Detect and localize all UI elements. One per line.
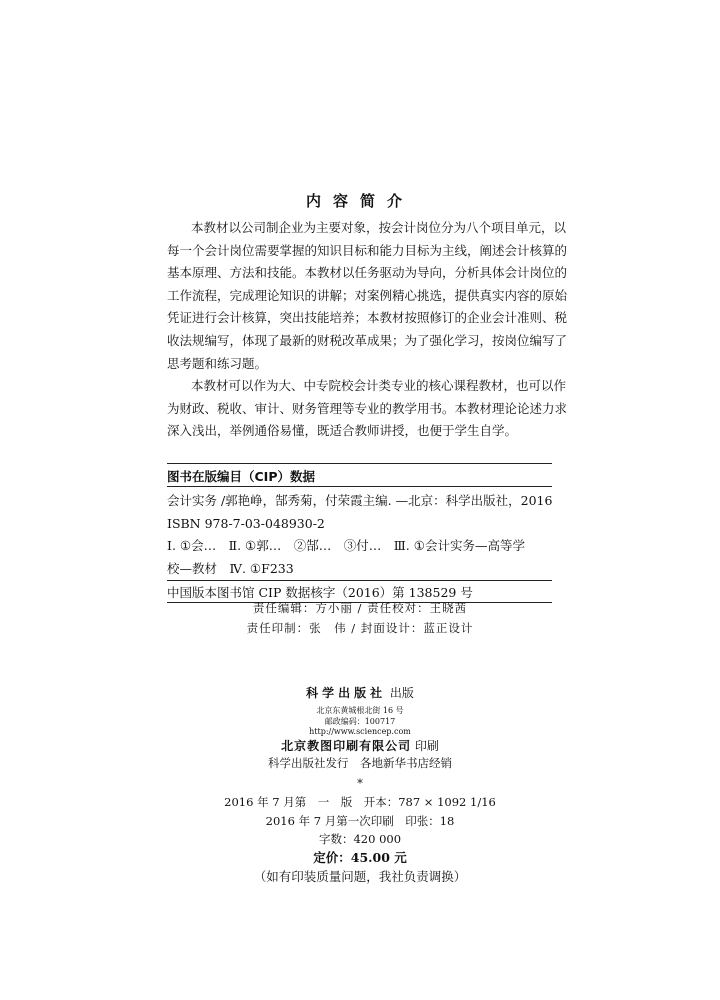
cip-line: 会计实务 /郭艳峥，郜秀菊，付荣霞主编. —北京：科学出版社，2016: [167, 493, 553, 508]
printer-name: 北京教图印刷有限公司: [281, 739, 412, 753]
edition-line: 2016 年 7 月第 一 版 开本：787 × 1092 1/16: [224, 795, 496, 809]
publisher-suffix: 出版: [389, 686, 414, 700]
printer-suffix: 印刷: [414, 739, 439, 753]
intro-line: 凭证进行会计核算，突出技能培养；本教材按照修订的企业会计准则、税: [167, 310, 568, 326]
printer-line: [0, 737, 720, 754]
cip-record: 中国版本图书馆 CIP 数据核字（2016）第 138529 号: [167, 585, 473, 600]
publisher-address: 北京东黄城根北街 16 号: [316, 706, 404, 715]
cip-block: [167, 490, 557, 580]
intro-line: 思考题和练习题。: [167, 355, 268, 371]
intro-paragraph-2: [167, 375, 568, 443]
publisher-url: http://www.sciencep.com: [309, 727, 411, 736]
wordcount-line: 字数：420 000: [318, 832, 402, 846]
intro-paragraph-1: [167, 217, 568, 375]
intro-line: 深入浅出，举例通俗易懂，既适合教师讲授，也便于学生自学。: [167, 423, 518, 439]
intro-line: 工作流程，完成理论知识的讲解；对案例精心挑选，提供真实内容的原始: [167, 287, 568, 303]
cip-line: Ⅰ. ①会… Ⅱ. ①郭… ②郜… ③付… Ⅲ. ①会计实务—高等学: [167, 538, 525, 554]
separator-asterisk: *: [357, 776, 363, 790]
divider-top: [167, 463, 552, 464]
credits-production: 责任印制：张 伟 / 封面设计：蓝正设计: [246, 621, 474, 635]
distribution-line: 科学出版社发行 各地新华书店经销: [268, 756, 452, 770]
intro-line: 本教材可以作为大、中专院校会计类专业的核心课程教材，也可以作: [191, 378, 567, 393]
cip-line: 校—教材 Ⅳ. ①F233: [167, 560, 294, 576]
intro-line: 为财政、税收、审计、财务管理等专业的教学用书。本教材理论论述力求: [167, 400, 568, 416]
quality-notice: （如有印装质量问题，我社负责调换）: [253, 869, 467, 884]
price-line: 定价：45.00 元: [313, 850, 407, 865]
credits-editors: 责任编辑：方小丽 / 责任校对：王晓茜: [252, 601, 468, 615]
printing-line: 2016 年 7 月第一次印刷 印张：18: [265, 814, 455, 828]
cip-line: ISBN 978-7-03-048930-2: [167, 515, 325, 531]
intro-line: 本教材以公司制企业为主要对象，按会计岗位分为八个项目单元，以: [191, 220, 567, 235]
cip-heading: 图书在版编目（CIP）数据: [167, 469, 315, 484]
page-title: 内容简介: [305, 192, 414, 210]
divider-cip-body: [167, 580, 552, 581]
publisher-name: 科学出版社: [306, 686, 387, 700]
publisher-line: [0, 684, 720, 701]
intro-line: 每一个会计岗位需要掌握的知识目标和能力目标为主线，阐述会计核算的: [167, 242, 568, 258]
divider-cip-heading: [167, 486, 552, 487]
intro-line: 基本原理、方法和技能。本教材以任务驱动为导向，分析具体会计岗位的: [167, 265, 568, 281]
publisher-postcode: 邮政编码：100717: [324, 717, 396, 726]
intro-line: 收法规编写，体现了最新的财税改革成果；为了强化学习，按岗位编写了: [167, 332, 568, 348]
